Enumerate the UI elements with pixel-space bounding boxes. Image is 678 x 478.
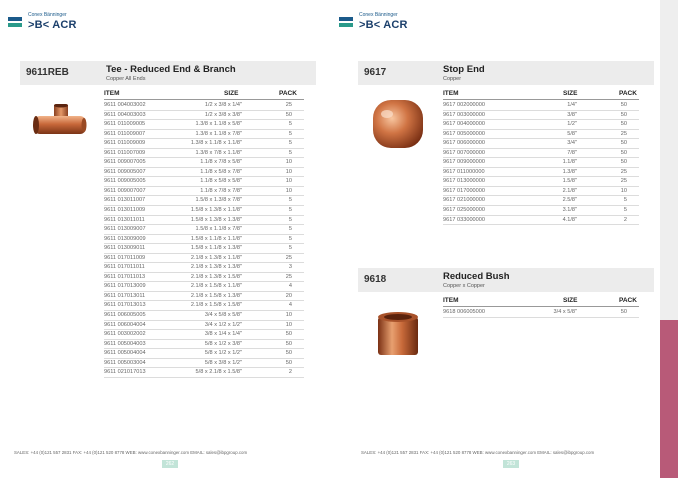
header-item: ITEM: [443, 297, 459, 304]
item-size: 1.5/8 x 1.3/8 x 1.3/8": [190, 216, 242, 223]
item-size: 3.1/8": [562, 207, 577, 214]
table-row: [104, 139, 304, 149]
table-row: [104, 282, 304, 292]
brand-name: >B< ACR: [359, 19, 408, 31]
item-code: 9611 006004004: [104, 321, 146, 328]
item-code: 9611 011007009: [104, 149, 146, 156]
item-pack: 4: [288, 302, 292, 309]
item-code: 9611 011009007: [104, 130, 146, 137]
table-row: [443, 168, 639, 178]
item-code: 9617 025000000: [443, 207, 485, 214]
product-code: 9618: [364, 274, 387, 285]
table-row: [104, 187, 304, 197]
item-pack: 5: [288, 140, 292, 147]
item-pack: 2: [623, 216, 627, 223]
item-size: 5/8 x 1/2 x 1/2": [204, 350, 242, 357]
header-divider: [104, 99, 304, 100]
item-size: 3/4": [567, 140, 577, 147]
table-row: [104, 101, 304, 111]
product-title: Stop End: [443, 64, 485, 75]
table-row: [104, 292, 304, 302]
item-code: 9611 017011013: [104, 273, 146, 280]
page-edge-tab: [660, 320, 678, 478]
footer-contact: SALES: +44 (0)121 557 2831 FAX: +44 (0)121 520 8778 WEB: www.conexbanninger.com EMAIL: sales@ibpgroup.com: [361, 450, 595, 455]
header-pack: PACK: [619, 90, 637, 97]
item-code: 9611 011009009: [104, 140, 146, 147]
item-size: 1/2 x 3/8 x 1/4": [204, 102, 242, 108]
left-product-table: [104, 101, 304, 378]
item-size: 2.1/8 x 1.3/8 x 1.5/8": [190, 273, 242, 280]
product-subtitle: Copper: [443, 76, 462, 82]
item-size: 1/2 x 3/8 x 3/8": [204, 111, 242, 118]
item-size: 1.1/8 x 5/8 x 5/8": [200, 178, 242, 185]
header-item: ITEM: [104, 90, 120, 97]
item-pack: 25: [620, 130, 627, 137]
table-row: [104, 340, 304, 350]
item-code: 9617 009000000: [443, 159, 485, 166]
tee-fitting-image: [32, 104, 88, 138]
item-pack: 5: [288, 226, 292, 233]
item-pack: 50: [285, 111, 292, 118]
item-pack: 20: [285, 292, 292, 299]
item-size: 2.1/8 x 1.5/8 x 1.3/8": [190, 292, 242, 299]
page-number: 262: [162, 460, 178, 468]
item-size: 1.5/8 x 1.1/8 x 1.3/8": [190, 245, 242, 252]
table-row: [104, 149, 304, 159]
item-pack: 50: [620, 149, 627, 156]
item-code: 9611 003002002: [104, 331, 146, 338]
header-size: SIZE: [563, 90, 578, 97]
item-pack: 5: [288, 149, 292, 156]
item-size: 2.1/8 x 1.3/8 x 1.3/8": [190, 264, 242, 271]
table-row: [104, 368, 304, 378]
table-row: [443, 187, 639, 197]
table-row: [104, 120, 304, 130]
item-pack: 10: [620, 187, 627, 194]
item-size: 1.5/8 x 1.1/8 x 1.1/8": [190, 235, 242, 242]
item-pack: 10: [285, 187, 292, 194]
item-code: 9611 009007005: [104, 159, 146, 166]
item-code: 9617 033000000: [443, 216, 485, 223]
item-code: 9611 017013009: [104, 283, 146, 290]
item-size: 1.5/8 x 1.3/8 x 7/8": [195, 197, 242, 204]
table-row: [104, 158, 304, 168]
item-code: 9617 003000000: [443, 111, 485, 118]
stop-end-table: [443, 101, 639, 225]
item-pack: 50: [285, 359, 292, 366]
header-size: SIZE: [563, 297, 578, 304]
logo-mark-icon: [339, 17, 353, 31]
item-code: 9617 004000000: [443, 121, 485, 128]
brand-small-name: Conex Bänninger: [28, 12, 67, 18]
table-row: [104, 196, 304, 206]
item-pack: 5: [288, 121, 292, 128]
product-code: 9611REB: [26, 67, 69, 78]
item-pack: 50: [285, 340, 292, 347]
item-pack: 50: [285, 331, 292, 338]
item-code: 9611 017013011: [104, 292, 146, 299]
item-size: 1.1/8": [562, 159, 577, 166]
item-pack: 5: [288, 130, 292, 137]
header-size: SIZE: [224, 90, 239, 97]
item-code: 9617 013000000: [443, 178, 485, 185]
item-pack: 10: [285, 159, 292, 166]
item-pack: 5: [288, 235, 292, 242]
item-code: 9611 013009009: [104, 235, 146, 242]
brand-small-name: Conex Bänninger: [359, 12, 398, 18]
item-code: 9611 009005007: [104, 168, 146, 175]
item-code: 9611 017013013: [104, 302, 146, 309]
table-row: [443, 149, 639, 159]
table-row: [104, 206, 304, 216]
table-row: [104, 330, 304, 340]
item-size: 3/4 x 5/8 x 5/8": [204, 312, 242, 319]
item-code: 9611 005004003: [104, 340, 146, 347]
table-row: [104, 349, 304, 359]
table-row: [104, 225, 304, 235]
item-size: 1.5/8 x 1.3/8 x 1.1/8": [190, 207, 242, 214]
header-divider: [443, 306, 639, 307]
right-page: [335, 0, 660, 478]
item-size: 3/4 x 5/8": [553, 309, 577, 315]
table-row: [443, 101, 639, 111]
table-row: [104, 273, 304, 283]
item-pack: 25: [620, 178, 627, 185]
table-row: [104, 168, 304, 178]
item-pack: 50: [620, 159, 627, 166]
product-subtitle: Copper x Copper: [443, 283, 485, 289]
page-number: 263: [503, 460, 519, 468]
item-code: 9617 007000000: [443, 149, 485, 156]
item-size: 1.3/8 x 1.1/8 x 1.1/8": [190, 140, 242, 147]
item-code: 9617 006000000: [443, 140, 485, 147]
item-size: 1.1/8 x 5/8 x 7/8": [200, 168, 242, 175]
table-row: [443, 308, 639, 318]
item-pack: 50: [620, 102, 627, 108]
item-code: 9611 021017013: [104, 369, 146, 376]
item-size: 2.1/8 x 1.5/8 x 1.1/8": [190, 283, 242, 290]
item-code: 9617 011000000: [443, 168, 485, 175]
table-row: [104, 321, 304, 331]
item-pack: 25: [285, 273, 292, 280]
item-size: 2.5/8": [562, 197, 577, 204]
table-row: [104, 311, 304, 321]
item-code: 9611 011009005: [104, 121, 146, 128]
item-pack: 25: [620, 168, 627, 175]
table-row: [104, 216, 304, 226]
product-title: Tee - Reduced End & Branch: [106, 64, 236, 75]
item-size: 4.1/8": [562, 216, 577, 223]
item-size: 5/8 x 1/2 x 3/8": [204, 340, 242, 347]
table-row: [443, 158, 639, 168]
item-size: 1/2": [567, 121, 577, 128]
item-code: 9611 013009007: [104, 226, 146, 233]
table-row: [104, 177, 304, 187]
item-code: 9617 002000000: [443, 102, 485, 108]
item-size: 1.3/8": [562, 168, 577, 175]
item-pack: 10: [285, 178, 292, 185]
item-pack: 5: [288, 207, 292, 214]
item-code: 9617 021000000: [443, 197, 485, 204]
item-code: 9611 009007007: [104, 187, 146, 194]
item-size: 3/4 x 1/2 x 1/2": [204, 321, 242, 328]
table-row: [104, 359, 304, 369]
item-size: 3/8": [567, 111, 577, 118]
item-size: 1.1/8 x 7/8 x 7/8": [200, 187, 242, 194]
reduced-bush-table: [443, 308, 639, 318]
item-size: 2.1/8": [562, 187, 577, 194]
item-pack: 50: [620, 121, 627, 128]
item-pack: 5: [288, 245, 292, 252]
table-row: [443, 111, 639, 121]
logo-mark-icon: [8, 17, 22, 31]
table-row: [443, 139, 639, 149]
table-row: [443, 130, 639, 140]
brand-name: >B< ACR: [28, 19, 77, 31]
item-pack: 5: [288, 197, 292, 204]
item-code: 9611 005004004: [104, 350, 146, 357]
item-code: 9611 013009011: [104, 245, 146, 252]
item-size: 1.3/8 x 1.1/8 x 5/8": [195, 121, 242, 128]
item-pack: 10: [285, 312, 292, 319]
page-edge: [660, 0, 678, 320]
item-code: 9611 004003003: [104, 111, 146, 118]
product-title: Reduced Bush: [443, 271, 510, 282]
left-page: [0, 0, 335, 478]
table-row: [104, 111, 304, 121]
header-item: ITEM: [443, 90, 459, 97]
item-pack: 10: [285, 168, 292, 175]
item-pack: 5: [288, 216, 292, 223]
item-code: 9611 004003002: [104, 102, 146, 108]
item-size: 1.3/8 x 7/8 x 1.1/8": [195, 149, 242, 156]
item-code: 9611 017011011: [104, 264, 145, 271]
product-header: [358, 61, 654, 85]
item-pack: 5: [623, 197, 627, 204]
item-pack: 25: [285, 102, 292, 108]
table-row: [443, 120, 639, 130]
table-row: [443, 177, 639, 187]
item-pack: 10: [285, 321, 292, 328]
table-row: [104, 263, 304, 273]
item-size: 5/8 x 3/8 x 1/2": [204, 359, 242, 366]
item-pack: 50: [285, 350, 292, 357]
item-pack: 25: [285, 254, 292, 261]
header-pack: PACK: [619, 297, 637, 304]
table-header: [443, 296, 639, 306]
footer-contact: SALES: +44 (0)121 557 2831 FAX: +44 (0)121 520 8778 WEB: www.conexbanninger.com EMAIL: sales@ibpgroup.com: [14, 450, 248, 455]
item-code: 9611 013011011: [104, 216, 145, 223]
product-subtitle: Copper All Ends: [106, 76, 146, 82]
item-code: 9611 017011009: [104, 254, 146, 261]
item-pack: 2: [288, 369, 292, 376]
table-row: [104, 254, 304, 264]
item-size: 3/8 x 1/4 x 1/4": [204, 331, 242, 338]
item-pack: 50: [620, 111, 627, 118]
item-size: 1/4": [567, 102, 577, 108]
item-code: 9611 006005005: [104, 312, 146, 319]
item-size: 1.1/8 x 7/8 x 5/8": [200, 159, 242, 166]
item-code: 9611 013011007: [104, 197, 146, 204]
table-header: [104, 89, 304, 99]
item-code: 9617 017000000: [443, 187, 485, 194]
item-pack: 4: [288, 283, 292, 290]
table-row: [443, 196, 639, 206]
item-code: 9611 009005005: [104, 178, 146, 185]
product-code: 9617: [364, 67, 387, 78]
table-row: [104, 301, 304, 311]
table-header: [443, 89, 639, 99]
table-row: [443, 206, 639, 216]
table-row: [104, 244, 304, 254]
stop-end-image: [371, 98, 425, 150]
item-code: 9618 006005000: [443, 309, 485, 315]
item-code: 9611 013011009: [104, 207, 146, 214]
reduced-bush-image: [375, 311, 421, 359]
item-size: 1.5/8": [562, 178, 577, 185]
item-size: 7/8": [567, 149, 577, 156]
header-divider: [443, 99, 639, 100]
item-pack: 50: [620, 140, 627, 147]
item-code: 9617 005000000: [443, 130, 485, 137]
item-size: 5/8": [567, 130, 577, 137]
item-pack: 50: [620, 309, 627, 315]
header-pack: PACK: [279, 90, 297, 97]
table-row: [104, 130, 304, 140]
item-size: 2.1/8 x 1.5/8 x 1.5/8": [190, 302, 242, 309]
table-row: [443, 216, 639, 226]
item-size: 2.1/8 x 1.3/8 x 1.1/8": [190, 254, 242, 261]
item-size: 5/8 x 2.1/8 x 1.5/8": [195, 369, 242, 376]
item-size: 1.3/8 x 1.1/8 x 7/8": [195, 130, 242, 137]
table-row: [104, 235, 304, 245]
item-size: 1.5/8 x 1.1/8 x 7/8": [195, 226, 242, 233]
item-pack: 5: [623, 207, 627, 214]
item-code: 9611 005003004: [104, 359, 146, 366]
item-pack: 3: [288, 264, 292, 271]
